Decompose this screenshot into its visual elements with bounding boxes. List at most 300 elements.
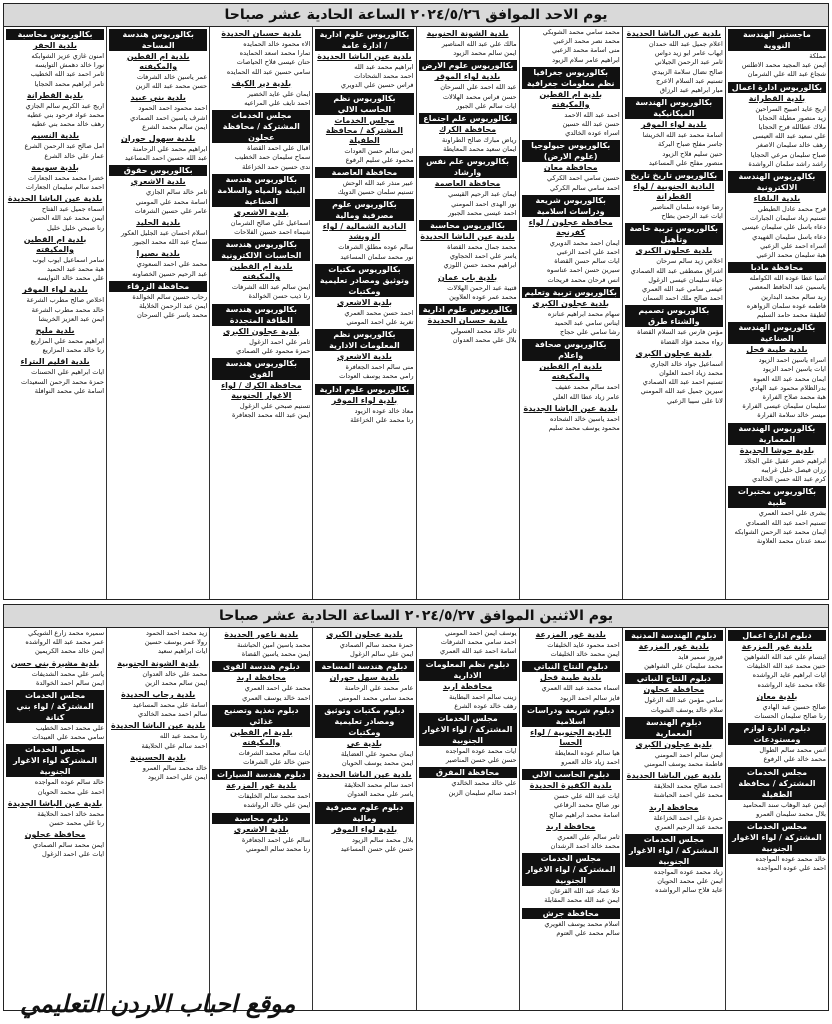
candidate-name: سماح سليمان حمد الخطيب bbox=[234, 153, 311, 162]
candidate-name: رهف خالد عوده الشرع bbox=[454, 701, 517, 710]
specialty-block bbox=[728, 692, 826, 721]
specialty-heading: بكالوريوس علوم ادارية / ادارة عامة bbox=[315, 29, 413, 51]
candidate-name: حنين محمد عبد الله الخليفات bbox=[746, 662, 826, 671]
specialty-heading: دبلوم ادارة اعمال bbox=[728, 630, 826, 641]
municipality-heading: بلدية عين الباشا الجديدة bbox=[110, 721, 206, 731]
specialty-block bbox=[522, 769, 620, 820]
candidate-name: عايد فلاح سالم الرواشده bbox=[655, 886, 723, 895]
candidate-name: اسامة محمد علي المومني bbox=[135, 197, 208, 206]
specialty-block bbox=[419, 304, 517, 345]
specialty-block bbox=[6, 629, 104, 657]
candidate-name: رنا صالح سليمان الحسنات bbox=[754, 712, 826, 721]
candidate-name: الاء محمود خالد الحمايده bbox=[243, 40, 311, 48]
municipality-heading: بلدية سويمة bbox=[31, 162, 79, 172]
candidate-name: ايمن سالم عبد الله الشرفات bbox=[231, 283, 311, 292]
candidate-name: محمد عبد الرحيم العمري bbox=[654, 822, 723, 831]
specialty-heading: دبلوم النتاج النباتي bbox=[522, 661, 620, 672]
candidate-name: ايمن عبد الرحمن الخلايلة bbox=[139, 302, 208, 311]
specialty-block bbox=[212, 769, 310, 810]
candidate-name: ابراهيم محمد علي المزاريع bbox=[30, 337, 105, 346]
municipality-heading: بلدية لواء الموقر bbox=[331, 824, 398, 834]
schedule-column bbox=[416, 27, 519, 599]
specialty-block bbox=[419, 767, 517, 797]
municipality-heading: بلدية رحاب الجديدة bbox=[121, 690, 196, 700]
specialty-heading: دبلوم شريعة ودراسات اسلامية bbox=[522, 705, 620, 727]
candidate-name: ايمن علي محمد الحويان bbox=[657, 877, 723, 886]
specialty-block bbox=[212, 79, 310, 108]
specialty-heading: بكالوريوس الهندسة الميكانيكية bbox=[625, 97, 723, 119]
specialty-block bbox=[522, 908, 620, 938]
specialty-block bbox=[419, 220, 517, 271]
municipality-heading: بلدية مليح bbox=[35, 326, 75, 336]
specialty-block bbox=[109, 29, 207, 91]
candidate-name: محمد سامي محمد الشوبكي bbox=[542, 28, 620, 36]
candidate-name: سليمان سليمان عيسى الفرارة bbox=[742, 402, 826, 411]
specialty-block bbox=[315, 199, 413, 261]
candidate-name: امنون غازي عزيز الشوابكه bbox=[31, 52, 105, 60]
specialty-heading: بكالوريوس هندسة الحاسبات الالكترونية bbox=[212, 239, 310, 261]
candidate-name: عمر محمد عبد الله الرواشده bbox=[25, 638, 105, 647]
specialty-heading: بكالوريوس تاريخ تاريخ bbox=[625, 170, 723, 181]
day-section bbox=[3, 27, 829, 600]
specialty-heading: مجلس الخدمات المشتركة / لواء بني كنانة bbox=[6, 690, 104, 723]
candidate-name: كرم عبد الله حسن الخالدي bbox=[752, 475, 826, 484]
candidate-name: رشا سامي علي حجاج bbox=[559, 328, 620, 337]
candidate-name: رواء محمد فؤاد القضاة bbox=[660, 337, 723, 346]
specialty-block bbox=[728, 486, 826, 546]
candidate-name: ايمن علي خالد الرواشده bbox=[243, 801, 311, 810]
specialty-block bbox=[109, 218, 207, 247]
specialty-block bbox=[522, 705, 620, 767]
municipality-heading: بلدية البلقاء bbox=[753, 194, 801, 204]
candidate-name: حسن علي حسن المناصير bbox=[445, 756, 517, 765]
specialty-block bbox=[728, 322, 826, 420]
specialty-block bbox=[6, 131, 104, 160]
specialty-block bbox=[109, 249, 207, 278]
day-banner: يوم الاثنين الموافق ٢٠٢٤/٥/٢٧ الساعة الحادية عشر صباحا bbox=[3, 604, 829, 628]
candidate-name: رنا علي محمد حسن bbox=[49, 819, 105, 828]
candidate-name: اخلاص صالح مطرب الشرعة bbox=[26, 296, 105, 305]
candidate-name: محمد سليمان علي الشواهين bbox=[644, 662, 723, 671]
candidate-name: رنا خالد محمد المزاريع bbox=[42, 346, 105, 355]
municipality-heading: بلدية ام القطين والمكيفته bbox=[229, 727, 293, 747]
specialty-block bbox=[109, 134, 207, 163]
candidate-name: زياد محمد عوده المواجده bbox=[653, 868, 723, 877]
candidate-name: سعد عدنان محمد العلاونة bbox=[756, 536, 826, 545]
candidate-name: حلا عماد عبد الله القرعان bbox=[550, 887, 620, 896]
specialty-heading: دبلوم الحاسب الالي bbox=[522, 769, 620, 780]
candidate-name: محمد خالد احمد الحلايقة bbox=[37, 809, 105, 818]
candidate-name: سيرين حسن احمد عناسوه bbox=[546, 266, 620, 275]
schedule-column bbox=[209, 628, 312, 1010]
specialty-block bbox=[6, 799, 104, 828]
specialty-heading: بكالوريوس نظم الحاسب الالي bbox=[315, 93, 413, 115]
candidate-name: عمر ياسين خالد الشرفات bbox=[136, 73, 208, 81]
schedule-column bbox=[106, 27, 209, 599]
specialty-heading: مجلس الخدمات المشتركة لواء الاغوار الجنوبية bbox=[6, 744, 104, 777]
candidate-name: نور الهدى احمد المومني bbox=[451, 199, 517, 208]
municipality-heading: محافظة اربد bbox=[649, 802, 699, 812]
municipality-heading: بلدية عين الباشا الجديدة bbox=[626, 29, 722, 38]
specialty-heading: دبلوم علوم مصرفية ومالية bbox=[315, 802, 413, 824]
municipality-heading: بلدية الاشعري bbox=[336, 297, 392, 307]
municipality-heading: بلدية سهل حوران bbox=[329, 673, 400, 683]
municipality-heading: بلدية النسيم bbox=[30, 131, 80, 141]
specialty-heading: بكالوريوس علوم ادارية bbox=[419, 304, 517, 315]
candidate-name: حسين سامي احمد الكركي bbox=[546, 174, 620, 183]
candidate-name: رولا عمر يوسف حسين bbox=[144, 638, 208, 647]
candidate-name: رزان فيصل خليل غرايبه bbox=[761, 465, 826, 474]
candidate-name: سامر اسماعيل ايوب ايوب bbox=[32, 255, 105, 264]
specialty-block bbox=[728, 630, 826, 690]
specialty-block bbox=[419, 659, 517, 711]
candidate-name: فيروز سمير قايد bbox=[678, 653, 723, 661]
specialty-heading: دبلوم هندسة المساحة bbox=[315, 661, 413, 672]
candidate-name: زينب سالم احمد البطاينة bbox=[449, 692, 517, 701]
candidate-name: علي محمد احمد الخطيب bbox=[36, 724, 105, 733]
candidate-name: ايات ابراهيم علي الحسنات bbox=[31, 368, 105, 377]
candidate-name: لانا على سيبا الزعبي bbox=[666, 396, 723, 405]
specialty-block bbox=[625, 305, 723, 346]
schedule-column bbox=[519, 628, 622, 1010]
schedule-column bbox=[519, 27, 622, 599]
specialty-heading: بكالوريوس علوم مصرفية ومالية bbox=[315, 199, 413, 221]
candidate-name: ايات ابراهيم عايد الرواشده bbox=[752, 671, 826, 680]
candidate-name: انس فرحان محمد فريحات bbox=[547, 275, 620, 284]
specialty-heading: بكالوريوس الهندسة المعمارية bbox=[728, 423, 826, 445]
municipality-heading: بلدية القطرانة bbox=[748, 93, 806, 103]
candidate-name: ايات ابراهيم سعيد bbox=[158, 647, 208, 656]
candidate-name: جاسر مفلح صباح البركة bbox=[658, 140, 723, 149]
candidate-name: اريج عايد اصبيح السراحين bbox=[755, 104, 826, 113]
specialty-block bbox=[315, 802, 413, 854]
candidate-name: ايمن سالم محمد الزيود bbox=[453, 49, 517, 58]
day-banner: يوم الاحد الموافق ٢٠٢٤/٥/٢٦ الساعة الحادية عشر صباحا bbox=[3, 3, 829, 27]
candidate-name: احمد عيسى محمد الجبور bbox=[448, 208, 517, 217]
specialty-heading: مجلس الخدمات المشتركة / لواء الاغوار الجنوبية bbox=[625, 834, 723, 867]
candidate-name: تسنيم صبحي علي الزغول bbox=[239, 402, 311, 411]
candidate-name: ثامر عبد الرحمن الجيلاني bbox=[654, 58, 723, 67]
candidate-name: خالد محمد مطرب الشرعة bbox=[31, 305, 105, 314]
candidate-name: ايمن عبد العزيز الخريشا bbox=[38, 314, 105, 323]
specialty-heading: محافظة العاصمة bbox=[315, 167, 413, 178]
specialty-block bbox=[6, 357, 104, 396]
candidate-name: دعاء باسل علي سليمان عيسى bbox=[741, 223, 826, 232]
candidate-name: ندى حسين حمد الخزاعلة bbox=[242, 162, 311, 171]
specialty-block bbox=[625, 170, 723, 221]
specialty-heading: دبلوم ادارة لوازم ومستودعات bbox=[728, 723, 826, 745]
specialty-block bbox=[212, 239, 310, 301]
candidate-name: تسنيم سلمان حسين الدويك bbox=[337, 188, 414, 197]
municipality-heading: بلدية غور المزرعة bbox=[535, 630, 606, 639]
candidate-name: صباح سليمان مرعي الحجايا bbox=[750, 150, 826, 159]
candidate-name: حمزة علي احمد الخزاعلة bbox=[653, 813, 723, 822]
candidate-name: رهف خالد سليمان الاصغر bbox=[756, 141, 826, 150]
specialty-block bbox=[625, 29, 723, 95]
specialty-heading: بكالوريوس علوم ادارية bbox=[315, 384, 413, 395]
specialty-heading: بكالوريوس نظم المعلومات الادارية bbox=[315, 329, 413, 351]
specialty-heading: بكالوريوس صحافة واعلام bbox=[522, 339, 620, 361]
candidate-name: رنا محمد سالم المومني bbox=[245, 844, 311, 853]
specialty-heading: دبلوم هندسة القوى bbox=[212, 661, 310, 672]
specialty-block bbox=[419, 60, 517, 111]
specialty-heading: بكالوريوس علم اجتماع bbox=[419, 113, 517, 124]
candidate-name: رنا محمد علي الخزاعلة bbox=[350, 415, 414, 424]
specialty-block bbox=[522, 853, 620, 905]
specialty-heading: دبلوم الهندسة المعمارية bbox=[625, 717, 723, 739]
candidate-name: احمد محمود احمد الحمود bbox=[138, 104, 208, 113]
municipality-heading: بلدية عين الباشا الجديدة bbox=[626, 771, 722, 781]
specialty-heading: دبلوم محاسبة bbox=[212, 813, 310, 824]
municipality-heading: بلدية طيبة قحل bbox=[539, 673, 602, 683]
candidate-name: راشد راشد سلمان الرواشدة bbox=[748, 159, 826, 168]
candidate-name: احمد عبد الله الاحمد bbox=[564, 110, 620, 119]
specialty-block bbox=[212, 630, 310, 659]
specialty-heading: بكالوريوس هندسة المساحة bbox=[109, 29, 207, 51]
specialty-heading: بكالوريوس جغرافيا نظم معلومات جغرافية bbox=[522, 67, 620, 89]
municipality-heading: بلدية الاشعري bbox=[336, 352, 392, 362]
candidate-name: حسن فراس محمد الهلالات bbox=[442, 92, 517, 101]
specialty-block bbox=[625, 349, 723, 406]
specialty-heading: دبلوم مكتبات وتوثيق ومصادر تعليمية ومكتبات bbox=[315, 705, 413, 738]
specialty-block bbox=[315, 93, 413, 165]
specialty-block bbox=[109, 165, 207, 216]
candidate-name: اسماعيل جواد خالد الجاري bbox=[650, 359, 723, 368]
municipality-heading: محافظة عجلون bbox=[643, 685, 705, 695]
municipality-heading: بلدية عين الباشا الجديدة bbox=[317, 770, 412, 780]
specialty-block bbox=[728, 262, 826, 320]
candidate-name: سامي حسين عبد الله الحمايده bbox=[226, 67, 311, 76]
candidate-name: زيد سالم محمد البدارين bbox=[761, 292, 826, 301]
candidate-name: معاذ خالد عوده الزيود bbox=[354, 406, 414, 415]
candidate-name: مؤمن فارس عبد السلام القضاة bbox=[637, 328, 723, 337]
candidate-name: احمد سالم محمد الحلايقة bbox=[344, 781, 414, 790]
candidate-name: ايمن علي احمد الزيود bbox=[148, 773, 208, 782]
municipality-heading: بلدية عجلون الكبرى bbox=[532, 298, 609, 308]
municipality-heading: محافظة عجلون / لواء كفرنجة bbox=[528, 217, 613, 237]
candidate-name: سالم احمد محمد الخالدي bbox=[138, 710, 208, 719]
candidate-name: محمد عمر عوده العلاوين bbox=[449, 292, 517, 301]
candidate-name: فاطمة محمد يوسف المومني bbox=[644, 760, 723, 769]
municipality-heading: بلدية الجفر bbox=[33, 41, 77, 50]
candidate-name: رنا محمد عبد الله bbox=[159, 732, 208, 741]
specialty-heading: بكالوريوس الهندسة الالكترونية bbox=[728, 171, 826, 193]
specialty-heading: بكالوريوس هندسة البيئة والمياه والسلامة الصناعية bbox=[212, 174, 310, 207]
candidate-name: مملكة bbox=[809, 52, 826, 60]
candidate-name: ميسر خالد سلامة الفرارة bbox=[757, 411, 826, 420]
candidate-name: اسامة محمد عبد الله الخريشا bbox=[642, 131, 723, 140]
candidate-name: قتيبة عبد الرحمن الهلالات bbox=[447, 283, 517, 292]
municipality-heading: محافظة الكرك bbox=[439, 125, 497, 135]
specialty-block bbox=[419, 29, 517, 58]
candidate-name: علي خالد محمد الخالدي bbox=[451, 779, 517, 788]
specialty-block bbox=[6, 690, 104, 742]
candidate-name: دعاء باسل سليمان الفهيدي bbox=[752, 232, 826, 241]
specialty-block bbox=[315, 384, 413, 425]
specialty-block bbox=[419, 629, 517, 657]
specialty-heading: بكالوريوس ادارة اعمال bbox=[728, 82, 826, 93]
candidate-name: اسامة احمد عبد الله العمري bbox=[440, 647, 517, 656]
specialty-heading: بكالوريوس هندسة الطاقة المتجددة bbox=[212, 304, 310, 326]
candidate-name: حسن محمد عبد الله الزبن bbox=[135, 82, 208, 91]
candidate-name: محمد زياد احمد العلوان bbox=[659, 369, 723, 378]
specialty-block bbox=[419, 113, 517, 154]
candidate-name: اسراء احمد علي الزعبي bbox=[760, 241, 826, 250]
candidate-name: ايمن عبد الله محمد الجعافرة bbox=[231, 411, 311, 420]
schedule-column bbox=[622, 27, 725, 599]
municipality-heading: البادية الجنوبية / لواء الحسا bbox=[530, 727, 612, 747]
specialty-heading: دبلوم هندسة السيارات bbox=[212, 769, 310, 780]
candidate-name: منصور مفلح علي المساعيد bbox=[648, 158, 723, 167]
candidate-name: محمد علي احمد العمري bbox=[244, 684, 311, 693]
candidate-name: ايمن عبد الوهاب سند المحاميد bbox=[742, 800, 826, 809]
specialty-heading: بكالوريوس مختبرات طبية bbox=[728, 486, 826, 508]
specialty-heading: بكالوريوس هندسة القوى bbox=[212, 358, 310, 380]
municipality-heading: بلدية اقليم البتراء bbox=[20, 357, 90, 367]
candidate-name: حنين سليم فلاح الزيود bbox=[662, 149, 723, 158]
municipality-heading: بلدية حسبان الجديدة bbox=[221, 29, 302, 38]
candidate-name: محمد نصر محمد الزعبي bbox=[553, 37, 620, 46]
municipality-heading: مجلس الخدمات المشتركة / محافظة الطفيلة bbox=[325, 115, 403, 145]
candidate-name: نورا خالد دهمش التوايسه bbox=[35, 61, 105, 70]
specialty-block bbox=[522, 661, 620, 702]
municipality-heading: بلدية لواء الموقر bbox=[641, 120, 707, 130]
candidate-name: منى سالم احمد الجعافرة bbox=[345, 363, 414, 372]
specialty-block bbox=[6, 91, 104, 130]
municipality-heading: بلدية الشونة الجنوبية bbox=[117, 658, 200, 668]
candidate-name: ثامر سالم علي العمري bbox=[557, 832, 620, 841]
candidate-name: ايات سالم علي الجبور bbox=[456, 101, 517, 110]
specialty-block bbox=[728, 767, 826, 819]
candidate-name: عامر محمد علي الرحامنة bbox=[344, 684, 414, 693]
municipality-heading: بلدية الاشعري bbox=[233, 207, 289, 217]
candidate-name: شيماء احمد حسين الفلاحات bbox=[234, 228, 311, 237]
candidate-name: محمد جمال محمد القضاة bbox=[447, 243, 517, 252]
candidate-name: ثامر خالد سالم الجازي bbox=[146, 188, 208, 197]
candidate-name: مالك علي عبد الله المناصير bbox=[441, 40, 517, 48]
specialty-block bbox=[728, 821, 826, 873]
candidate-name: تسنيم احمد عبد الله الصمادي bbox=[745, 518, 826, 527]
specialty-block bbox=[625, 771, 723, 800]
candidate-name: ياسر علي احمد الحجاوي bbox=[449, 252, 517, 261]
specialty-block bbox=[109, 690, 207, 719]
candidate-name: نور محمد سلمان المساعيد bbox=[340, 252, 414, 261]
candidate-name: تسنيم زياد سليمان الجبارات bbox=[749, 214, 826, 223]
candidate-name: عبد الله حسين احمد المساعيد bbox=[124, 154, 208, 163]
candidate-name: هبة محمد صلاح الفرارة bbox=[762, 393, 826, 402]
candidate-name: خضرا محمد محمد الجعارات bbox=[27, 173, 105, 182]
municipality-heading: بلدية عي bbox=[346, 738, 382, 748]
candidate-name: ايمن عبد المجيد محمد الاطلس bbox=[741, 61, 826, 70]
candidate-name: احمد صالح ملك احمد السمان bbox=[642, 294, 723, 303]
candidate-name: عامر زياد عطا الله العلي bbox=[552, 392, 620, 401]
candidate-name: ايهاب عامر ابو زيد دواس bbox=[654, 49, 723, 58]
candidate-name: ايمن عبد الله محمد المقابلة bbox=[544, 896, 620, 905]
municipality-heading: بلدية غور المزرعة bbox=[226, 781, 297, 791]
candidate-name: تغريد علي احمد المومني bbox=[346, 318, 414, 327]
candidate-name: اخلاص زيد سالم سرحان bbox=[656, 257, 723, 266]
specialty-heading: ماجستير الهندسة النووية bbox=[728, 29, 826, 51]
candidate-name: نور صالح محمد الرفاعي bbox=[554, 801, 620, 810]
specialty-block bbox=[212, 705, 310, 767]
candidate-name: ايمان محمد عبد الله العبوه bbox=[753, 374, 826, 383]
candidate-name: حمزة محمد سالم الصمادي bbox=[339, 641, 414, 649]
municipality-heading: بلدية دير الكيف bbox=[231, 78, 292, 88]
candidate-name: محمد علي احمد الحباشنة bbox=[653, 791, 723, 800]
candidate-name: زيد محمد احمد الحمود bbox=[145, 629, 208, 637]
candidate-name: ايمن سالم محمد الشرع bbox=[142, 122, 208, 131]
municipality-heading: بلدية باب عمان bbox=[438, 272, 498, 282]
candidate-name: ايات عبد الله علي حسن bbox=[553, 792, 620, 801]
specialty-heading: بكالوريوس الهندسة الصناعية bbox=[728, 322, 826, 344]
municipality-heading: بلدية القطرانة bbox=[26, 90, 84, 100]
specialty-heading: بكالوريوس علوم الارض bbox=[419, 60, 517, 71]
specialty-block bbox=[6, 285, 104, 324]
municipality-heading: بلدية بني عبيد bbox=[130, 93, 186, 103]
schedule-column bbox=[725, 628, 828, 1010]
municipality-heading: بلدية ام القطين والمكيفته bbox=[539, 89, 603, 109]
municipality-heading: بلدية لواء الموقر bbox=[331, 395, 398, 405]
municipality-heading: البادية الجنوبية / لواء القطرانة bbox=[633, 182, 715, 202]
candidate-name: ايمان علي عايد الخضير bbox=[247, 89, 311, 98]
candidate-name: خالد محمد عوده المواجده bbox=[755, 855, 826, 864]
candidate-name: ايات علي احمد الزغول bbox=[42, 850, 105, 859]
candidate-name: احمد علي احمد الزعبي bbox=[556, 248, 620, 257]
municipality-heading: بلدية عجلون الكبرى bbox=[635, 739, 713, 749]
specialty-block bbox=[315, 630, 413, 659]
specialty-heading: بكالوريوس مكتبات وتوثيق ومصادر تعليمية ومكتبات bbox=[315, 264, 413, 297]
candidate-name: فايز سالم احمد الزيود bbox=[560, 693, 620, 702]
schedule-column bbox=[4, 628, 106, 1010]
specialty-heading: بكالوريوس جيولوجيا (علوم الارض) bbox=[522, 140, 620, 162]
candidate-name: احمد صالح محمد الحلايقة bbox=[653, 782, 723, 791]
candidate-name: ياسر علي محمد العدوان bbox=[347, 790, 414, 799]
candidate-name: ايمن محمد عبد الله الحسن bbox=[30, 214, 105, 223]
specialty-block bbox=[315, 770, 413, 799]
specialty-block bbox=[109, 281, 207, 321]
candidate-name: ايمان سعيد محمد المعايطة bbox=[443, 145, 517, 154]
candidate-name: اسراء ياسين احمد الزيود bbox=[758, 356, 826, 365]
candidate-name: محمد سامي محمد المومني bbox=[338, 693, 414, 702]
candidate-name: محمد خالد احمد الرشدان bbox=[550, 842, 620, 851]
candidate-name: لطيفة محمد حامد السليم bbox=[757, 311, 826, 320]
municipality-heading: بلدية لواء الموقر bbox=[22, 285, 88, 295]
candidate-name: ايمن سالم حسن العودات bbox=[344, 146, 414, 155]
specialty-heading: بكالوريوس تربية خاصة وتأهيل bbox=[625, 223, 723, 245]
specialty-heading: بكالوريوس شريعة ودراسات اسلامية bbox=[522, 195, 620, 217]
candidate-name: تسنيم احمد عبد الله الصمادي bbox=[642, 378, 723, 387]
specialty-heading: دبلوم الهندسة المدنية bbox=[625, 630, 723, 641]
candidate-name: اسامة علي محمد المساعيد bbox=[132, 701, 208, 710]
candidate-name: اسلام احسان عبد الجليل العكور bbox=[120, 229, 208, 238]
specialty-heading: دبلوم تغذية وتصنيع غذائي bbox=[212, 705, 310, 727]
candidate-name: علاء محمد عايد الرواشده bbox=[757, 680, 826, 689]
specialty-block bbox=[6, 29, 104, 89]
candidate-name: احمد خالد يوسف العمري bbox=[242, 693, 311, 702]
specialty-block bbox=[522, 404, 620, 433]
specialty-block bbox=[522, 630, 620, 659]
specialty-block bbox=[6, 744, 104, 796]
specialty-heading: مجلس الخدمات المشتركة / محافظة الطفيلة bbox=[728, 767, 826, 800]
candidate-name: ثامر علي احمد الزغول bbox=[249, 337, 311, 346]
specialty-block bbox=[625, 673, 723, 714]
candidate-name: احمد زياد خالد العمرو bbox=[561, 758, 620, 767]
municipality-heading: محافظة اربد bbox=[546, 821, 596, 831]
specialty-block bbox=[6, 235, 104, 284]
specialty-block bbox=[315, 264, 413, 327]
candidate-name: اريج عبد الكريم سالم الجازي bbox=[25, 101, 105, 110]
municipality-heading: محافظة عجلون bbox=[24, 830, 86, 840]
